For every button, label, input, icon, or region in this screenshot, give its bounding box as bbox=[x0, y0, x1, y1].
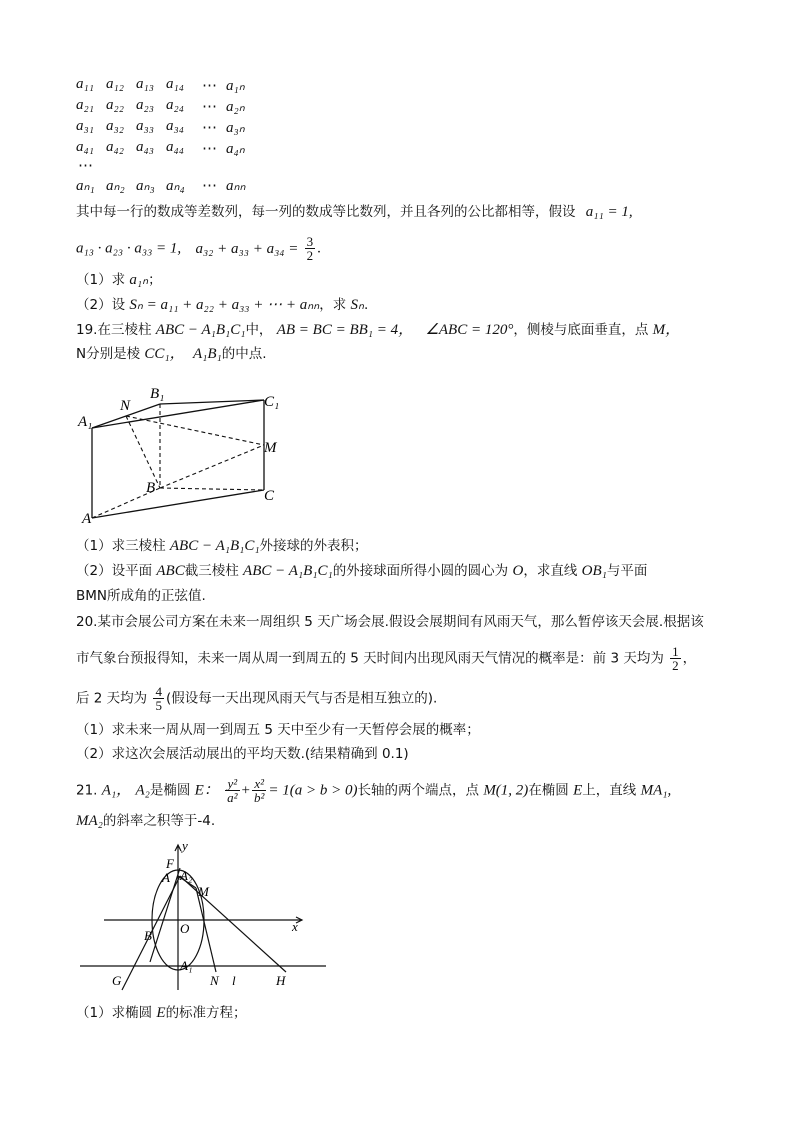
q21-math: E： bbox=[194, 782, 219, 799]
matrix-cell: ⋯ bbox=[202, 178, 217, 194]
q21-text: 是椭圆 bbox=[149, 782, 191, 799]
label-g: G bbox=[112, 973, 122, 988]
edge-ac bbox=[92, 490, 264, 518]
fraction-numerator: y² bbox=[225, 777, 239, 791]
edge-a1c1 bbox=[92, 400, 264, 428]
q19-text: 外接球的外表积； bbox=[259, 538, 368, 554]
matrix-cell: a₄₃ bbox=[136, 139, 154, 155]
matrix-cell: aₙ₂ bbox=[106, 178, 125, 194]
q19-text: 中， bbox=[245, 322, 273, 338]
q21-math: A₂ bbox=[135, 782, 150, 799]
q20-text: 20.某市会展公司方案在未来一周组织 5 天广场会展.假设会展期间有风雨天气，那么暂停该天会展.根据该 bbox=[76, 614, 704, 630]
label-a2: A₂ bbox=[180, 868, 193, 883]
q21-frac-x bbox=[252, 777, 266, 804]
edge-bc-hidden bbox=[160, 488, 264, 490]
label-a1: A₁ bbox=[78, 414, 93, 430]
prism-figure bbox=[70, 378, 300, 528]
matrix-cell: a₂₂ bbox=[106, 97, 124, 113]
matrix-cell: aₙ₄ bbox=[166, 178, 185, 194]
matrix-cell: ⋯ bbox=[78, 158, 93, 174]
label-a: A bbox=[162, 870, 170, 885]
matrix-cell: a₃ₙ bbox=[226, 120, 245, 136]
matrix-cell: a₁ₙ bbox=[226, 78, 245, 94]
ellipse-figure bbox=[76, 840, 332, 992]
q21-frac-y bbox=[225, 777, 239, 804]
matrix-cell: a₁₁ bbox=[76, 76, 94, 92]
q21-math: = 1(a > b > 0) bbox=[268, 782, 358, 799]
q19-math: ABC bbox=[156, 563, 185, 579]
q21-math: M(1, 2) bbox=[483, 782, 529, 799]
q18-intro: 其中每一行的数成等差数列，每一列的数成等比数列，并且各列的公比都相等，假设 bbox=[76, 204, 576, 220]
q19-text: 截三棱柱 bbox=[184, 563, 239, 579]
q21-line2 bbox=[76, 812, 215, 830]
q20-line1 bbox=[76, 613, 704, 631]
q21-line1 bbox=[76, 777, 671, 804]
matrix-cell: a₂₄ bbox=[166, 97, 184, 113]
matrix-cell: a₃₄ bbox=[166, 118, 184, 134]
q19-math: CC₁， bbox=[144, 346, 185, 362]
q21-math: + bbox=[241, 782, 250, 799]
label-m: M bbox=[198, 884, 209, 899]
q20-part2 bbox=[76, 745, 409, 763]
q21-text: 的斜率之积等于-4. bbox=[102, 813, 216, 829]
q18-part2-end: . bbox=[364, 297, 369, 313]
matrix-cell: aₙ₃ bbox=[136, 178, 155, 194]
q19-text: N分别是棱 bbox=[76, 346, 141, 362]
q19-math: A₁B₁ bbox=[192, 346, 222, 362]
matrix-cell: a₂₃ bbox=[136, 97, 154, 113]
q20-part1 bbox=[76, 721, 480, 739]
matrix-cell: a₃₁ bbox=[76, 118, 94, 134]
label-b: B bbox=[146, 480, 156, 496]
q18-fraction bbox=[305, 235, 316, 262]
label-x: x bbox=[292, 919, 298, 934]
q21-text: （1）求椭圆 bbox=[76, 1005, 153, 1021]
q18-part1 bbox=[76, 271, 162, 289]
q19-text: BMN所成角的正弦值. bbox=[76, 588, 206, 604]
q19-math: ∠ABC = 120° bbox=[425, 322, 514, 338]
q18-given2a: a₁₃ · a₂₃ · a₃₃ = 1, bbox=[76, 240, 182, 257]
q18-part1-end: ； bbox=[148, 272, 162, 288]
q18-part2-math2: Sₙ bbox=[350, 297, 365, 313]
q20-fraction-half bbox=[670, 645, 681, 672]
q18-given2b: a₃₂ + a₃₃ + a₃₄ = bbox=[195, 240, 299, 257]
q19-part1 bbox=[76, 537, 368, 555]
fraction-numerator: 1 bbox=[672, 644, 679, 659]
matrix-cell: a₄₄ bbox=[166, 139, 184, 155]
q21-math: MA₁, bbox=[640, 782, 672, 799]
label-c: C bbox=[264, 488, 275, 504]
q18-intro-line bbox=[76, 203, 633, 221]
label-m: M bbox=[264, 440, 277, 456]
q21-text: 上，直线 bbox=[582, 782, 637, 799]
q18-part1-math: a₁ₙ bbox=[129, 272, 149, 288]
q21-text: 的标准方程； bbox=[165, 1005, 247, 1021]
q19-text: ，侧棱与底面垂直，点 bbox=[513, 322, 649, 338]
matrix-cell: aₙ₁ bbox=[76, 178, 95, 194]
matrix-cell: a₁₂ bbox=[106, 76, 124, 92]
q19-math: M， bbox=[652, 322, 681, 338]
fraction-denominator: 5 bbox=[155, 698, 162, 713]
segment-nm bbox=[126, 416, 264, 445]
label-b1: B₁ bbox=[150, 386, 165, 402]
q19-math: O bbox=[512, 563, 524, 579]
q21-math: MA₂ bbox=[76, 813, 103, 829]
q20-text: 市气象台预报得知，未来一周从周一到周五的 5 天时间内出现风雨天气情况的概率是：前 3 天均为 bbox=[76, 650, 664, 667]
fraction-denominator: b² bbox=[254, 790, 265, 805]
label-n: N bbox=[120, 398, 131, 414]
q20-line2 bbox=[76, 645, 696, 672]
q20-fraction-fourfifths bbox=[153, 685, 164, 712]
matrix-cell: a₄₁ bbox=[76, 139, 94, 155]
q19-text: （2）设平面 bbox=[76, 563, 153, 579]
matrix-cell: ⋯ bbox=[202, 120, 217, 136]
fraction-numerator: 4 bbox=[155, 684, 162, 699]
q19-text: （1）求三棱柱 bbox=[76, 538, 166, 554]
q18-period: . bbox=[317, 240, 321, 257]
fraction-numerator: 3 bbox=[306, 234, 314, 249]
q18-part2 bbox=[76, 296, 368, 314]
q20-text: (假设每一天出现风雨天气与否是相互独立的). bbox=[165, 690, 438, 707]
label-y: y bbox=[182, 840, 188, 853]
matrix-cell: ⋯ bbox=[202, 99, 217, 115]
q18-part1-label: （1）求 bbox=[76, 272, 126, 288]
matrix-cell: a₁₄ bbox=[166, 76, 184, 92]
matrix-cell: ⋯ bbox=[202, 141, 217, 157]
q19-text: 的中点. bbox=[221, 346, 267, 362]
label-o: O bbox=[180, 921, 190, 936]
label-c1: C₁ bbox=[264, 394, 280, 410]
label-a: A bbox=[82, 511, 92, 527]
matrix-cell: a₃₂ bbox=[106, 118, 124, 134]
matrix-cell: a₄₂ bbox=[106, 139, 124, 155]
q21-part1 bbox=[76, 1004, 247, 1022]
q21-text: 长轴的两个端点，点 bbox=[357, 782, 480, 799]
q18-given1: a₁₁ = 1, bbox=[585, 204, 633, 220]
q19-math: ABC − A₁B₁C₁ bbox=[243, 563, 333, 579]
q20-text: 后 2 天均为 bbox=[76, 690, 148, 707]
q19-text: 与平面 bbox=[606, 563, 648, 579]
q20-text: （1）求未来一周从周一到周五 5 天中至少有一天暂停会展的概率； bbox=[76, 722, 480, 738]
q18-part2-label: （2）设 bbox=[76, 297, 126, 313]
label-b: B bbox=[144, 928, 152, 943]
q21-math: A₁， bbox=[101, 782, 132, 799]
label-a1: A₁ bbox=[180, 958, 193, 973]
fraction-denominator: 2 bbox=[672, 658, 679, 673]
q19-line2 bbox=[76, 345, 267, 363]
label-f: F bbox=[166, 856, 174, 871]
q21-math: E bbox=[573, 782, 583, 799]
q19-math: ABC − A₁B₁C₁ bbox=[169, 538, 260, 554]
matrix-cell: a₁₃ bbox=[136, 76, 154, 92]
q19-text: 的外接球面所得小圆的圆心为 bbox=[332, 563, 509, 579]
label-l: l bbox=[232, 973, 236, 988]
q18-part2-mid: ，求 bbox=[319, 297, 347, 313]
matrix-cell: a₃₃ bbox=[136, 118, 154, 134]
label-h: H bbox=[276, 973, 286, 988]
line-mn bbox=[196, 888, 216, 972]
matrix-cell: a₂ₙ bbox=[226, 99, 245, 115]
q20-line3 bbox=[76, 685, 437, 712]
q18-part2-math: Sₙ = a₁₁ + a₂₂ + a₃₃ + ⋯ + aₙₙ bbox=[129, 297, 320, 313]
fraction-numerator: x² bbox=[252, 777, 266, 791]
q19-math: OB₁ bbox=[581, 563, 607, 579]
q19-part2 bbox=[76, 562, 647, 580]
matrix-cell: aₙₙ bbox=[226, 178, 246, 194]
q19-part2-cont bbox=[76, 587, 206, 605]
q21-text: 在椭圆 bbox=[528, 782, 569, 799]
q21-math: E bbox=[156, 1005, 166, 1021]
matrix-cell: a₂₁ bbox=[76, 97, 94, 113]
q20-text: ， bbox=[682, 650, 697, 667]
fraction-denominator: 2 bbox=[306, 248, 314, 263]
fraction-denominator: a² bbox=[227, 790, 238, 805]
matrix-cell: ⋯ bbox=[202, 78, 217, 94]
segment-bm bbox=[160, 445, 264, 488]
line-mh bbox=[180, 876, 286, 972]
q21-text: 21. bbox=[76, 782, 98, 799]
q20-text: （2）求这次会展活动展出的平均天数.(结果精确到 0.1) bbox=[76, 746, 409, 762]
matrix-cell: a₄ₙ bbox=[226, 141, 245, 157]
segment-nb bbox=[126, 416, 160, 488]
q19-math: AB = BC = BB₁ = 4， bbox=[276, 322, 414, 338]
label-n: N bbox=[210, 973, 219, 988]
q19-line1 bbox=[76, 321, 680, 339]
q19-text: 19.在三棱柱 bbox=[76, 322, 152, 338]
q19-math: ABC − A₁B₁C₁ bbox=[155, 322, 246, 338]
q18-given-line bbox=[76, 235, 321, 262]
q19-text: ，求直线 bbox=[523, 563, 578, 579]
